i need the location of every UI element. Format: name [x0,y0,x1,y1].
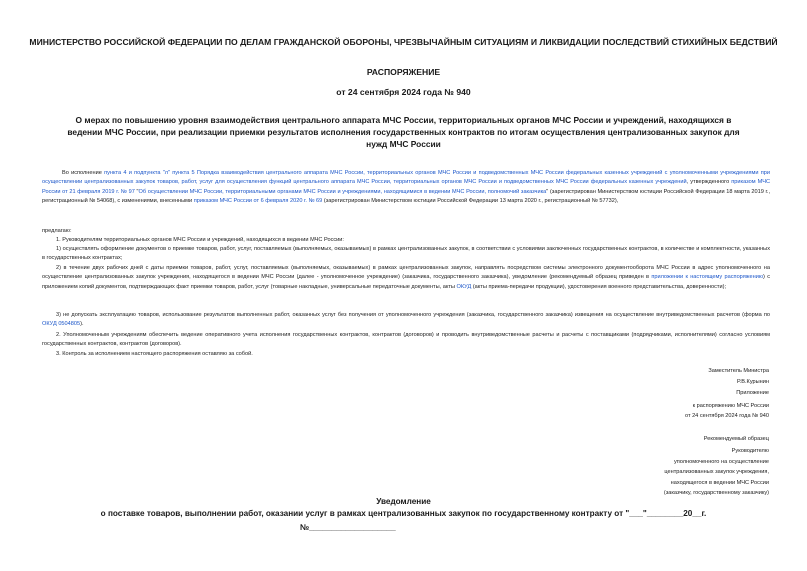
notice-title: Уведомление [376,497,431,506]
ministry-name: МИНИСТЕРСТВО РОССИЙСКОЙ ФЕДЕРАЦИИ ПО ДЕЛАМ ГРАЖДАНСКОЙ ОБОРОНЫ, ЧРЕЗВЫЧАЙНЫМ СИТУАЦИЯМ И ЛИКВИДАЦИИ ПОСЛЕДСТВИЙ СТИХИЙНЫХ БЕДСТВИЙ [29,37,778,47]
addressee-line-5: (заказчику, государственному заказчику) [663,490,769,496]
document-date-number: от 24 сентября 2024 года № 940 [336,87,471,97]
addressee-line-3: централизованных закупок учреждения, [664,469,769,475]
notice-subtitle: о поставке товаров, выполнении работ, оказании услуг в рамках централизованных закупок по государственному контракту от "___"________20__г. [100,509,707,518]
proposal-line: предлагаю: [42,228,72,234]
addressee-line-1: Руководителю [731,448,769,454]
addressee-line-4: находящегося в ведении МЧС России [670,480,769,486]
document-subject: О мерах по повышению уровня взаимодействия центрального аппарата МЧС России, территориальных органов МЧС России и учреждений, находящихся в ведении МЧС России, при реализации приемки результатов исполнения государственных контрактов по итогам осуществления централизованных закупок для нужд МЧС России [67,115,740,149]
preamble-mid2: " [134,188,139,195]
item-1-3-text-a: 3) не допускать эксплуатацию товаров, использование результатов выполненных работ, оказанных услуг без получения от уполномоченного учреждения (заказчика, государственного заказчика) извещения на осуществление внутриведомственных расчетов (форма по [56,312,770,318]
item-1-3-text-b: ). [80,321,84,328]
link-order-69[interactable]: приказом МЧС России от 6 февраля 2020 г. № 69 [193,198,323,205]
appendix-order-ref: к распоряжению МЧС России [692,403,769,409]
item-1-2 [42,264,770,292]
preamble-lead: Во исполнение [62,170,105,176]
preamble-paragraph [42,169,770,207]
signatory-position: Заместитель Министра [708,368,769,374]
appendix-label: Приложение [736,390,769,396]
appendix-date: от 24 сентября 2024 года № 940 [684,413,769,419]
addressee-line-2: уполномоченного на осуществление [673,459,769,465]
sample-label: Рекомендуемый образец [703,436,769,442]
item-1-3 [42,311,770,330]
item-1-2-text-a: 2) в течение двух рабочих дней с даты приемки товаров, работ, услуг, поставляемых (выполняемых, оказываемых) в рамках централизованных закупок, направлять посредством системы электронного документооборота МЧС России в адрес уполномоченного на осуществление централизованных закупок учреждения, находящегося в ведении МЧС России (далее - уполномоченное учреждение) (заказчика, государственного заказчика), уведомление (рекомендуемый образец приведен в [42,265,770,281]
preamble-mid3: " (зарегистрирован Министерством юстиции Российской Федерации 18 марта 2019 г., регистрационный № 54068), с изменениями, внесенными [42,188,771,205]
link-order-97-title[interactable]: Об осуществлении МЧС России, территориальными органами МЧС России и учреждениями, находящимися в ведении МЧС России, полномочий заказчика [138,188,547,195]
signatory-name: Р.В.Курынин [737,379,769,385]
link-okud-0504805[interactable]: ОКУД 0504805 [42,321,81,328]
link-procedure-clause[interactable]: пункта 4 и подпункта "л" пункта 5 Порядка взаимодействия центрального аппарата МЧС России, территориальных органов МЧС России и подведомственных МЧС России федеральных казенных учреждений с уполномоченными учреждениями при осуществлении централизованных закупок товаров, работ, услуг для осуществления функций центрального аппарата МЧС России, территориальных органов МЧС России и подведомственных МЧС России федеральных казенных учреждений [42,170,770,186]
link-order-97[interactable]: приказом МЧС России от 21 февраля 2019 г. № 97 [42,179,770,195]
item-3: 3. Контроль за исполнением настоящего распоряжения оставляю за собой. [56,351,253,357]
preamble-tail: (зарегистрирован Министерством юстиции Российской Федерации 13 марта 2020 г., регистрационный № 57732), [322,198,619,205]
link-appendix[interactable]: приложении к настоящему распоряжению [651,274,764,281]
item-2: 2. Уполномоченным учреждениям обеспечить ведение оперативного учета исполнения государственных контрактов, контрактов (договоров) и проводить внутриведомственные расчеты и расчеты с поставщиками (подрядчиками, исполнителями) согласно условиям государственных контрактов, контрактов (договоров). [42,332,770,348]
item-1-2-text-c: (акты приема-передачи продукции), удостоверения военного представительства, доверенности); [471,283,727,290]
document-type: РАСПОРЯЖЕНИЕ [366,67,441,77]
item-1: 1. Руководителям территориальных органов МЧС России и учреждений, находящихся в ведении МЧС России: [56,237,344,243]
link-okud[interactable]: ОКУД [456,283,472,290]
preamble-mid1: , утвержденного [686,179,732,186]
item-1-2-text-b: ) с приложением копий документов, подтверждающих факт приемки товаров, работ, услуг (товарные накладные, универсальные передаточные документы, акты [42,274,771,290]
item-1-1: 1) осуществлять оформление документов о приемке товаров, работ, услуг, поставляемых (выполняемых, оказываемых) в рамках централизованных закупок, в соответствии с условиями заключенных государственных контрактов, в количестве и комплектности, указанных в государственных контрактах; [42,246,770,262]
notice-number: №___________________ [300,523,396,532]
